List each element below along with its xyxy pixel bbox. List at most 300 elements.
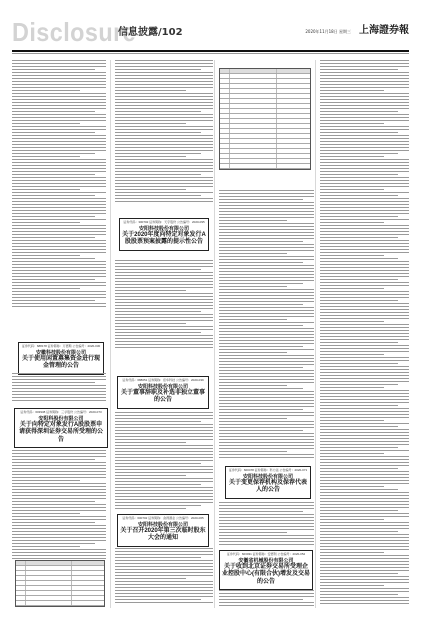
text-line: [320, 129, 409, 130]
text-line: [12, 228, 106, 229]
text-line: [12, 108, 106, 109]
text-line: [219, 274, 314, 275]
text-line: [219, 544, 314, 545]
text-line: [320, 306, 409, 307]
text-line: [320, 555, 409, 556]
text-line: [12, 270, 106, 271]
text-line: [320, 405, 398, 406]
text-line: [12, 174, 95, 175]
text-line: [12, 213, 106, 214]
text-line: [12, 60, 106, 61]
text-line: [115, 469, 213, 470]
text-line: [219, 337, 314, 338]
text-line: [320, 513, 409, 514]
text-line: [12, 483, 106, 484]
text-line: [219, 223, 314, 224]
text-line: [12, 114, 106, 115]
text-line: [219, 520, 314, 521]
text-line: [12, 63, 106, 64]
text-line: [12, 549, 106, 550]
text-line: [115, 415, 213, 416]
text-line: [115, 593, 213, 594]
text-line: [320, 456, 409, 457]
body-text: [320, 60, 409, 606]
text-line: [115, 412, 213, 413]
text-line: [320, 432, 409, 433]
text-line: [320, 90, 384, 91]
text-line: [115, 430, 213, 431]
text-line: [320, 117, 409, 118]
text-line: [12, 72, 106, 73]
text-line: [115, 138, 213, 139]
text-line: [219, 232, 314, 233]
text-line: [12, 462, 106, 463]
text-line: [320, 72, 409, 73]
text-line: [115, 581, 213, 582]
text-line: [12, 138, 106, 139]
text-line: [12, 385, 106, 386]
text-line: [115, 421, 201, 422]
text-line: [12, 456, 106, 457]
text-line: [320, 168, 409, 169]
text-line: [320, 528, 409, 529]
text-line: [320, 441, 409, 442]
text-line: [12, 234, 106, 235]
text-line: [320, 372, 409, 373]
text-line: [219, 328, 314, 329]
text-line: [320, 84, 409, 85]
text-line: [320, 540, 409, 541]
text-line: [12, 126, 106, 127]
text-line: [115, 111, 201, 112]
text-line: [219, 590, 314, 591]
text-line: [320, 522, 409, 523]
text-line: [115, 75, 213, 76]
text-line: [320, 507, 409, 508]
text-line: [219, 364, 314, 365]
text-line: [12, 216, 95, 217]
text-line: [115, 162, 213, 163]
text-line: [115, 578, 186, 579]
text-line: [219, 268, 314, 269]
text-line: [12, 498, 106, 499]
text-line: [12, 120, 106, 121]
text-line: [115, 569, 213, 570]
text-line: [219, 394, 314, 395]
text-line: [320, 213, 409, 214]
column-4: [315, 60, 409, 608]
text-line: [12, 117, 106, 118]
text-line: [12, 525, 106, 526]
text-line: [115, 171, 213, 172]
text-line: [320, 348, 409, 349]
text-line: [12, 279, 95, 280]
text-line: [115, 260, 213, 261]
text-line: [320, 99, 409, 100]
text-line: [115, 427, 213, 428]
text-line: [115, 192, 213, 193]
text-line: [12, 189, 80, 190]
text-line: [115, 299, 213, 300]
text-line: [320, 537, 409, 538]
text-line: [320, 282, 409, 283]
text-line: [115, 590, 213, 591]
text-line: [12, 93, 106, 94]
text-line: [320, 276, 409, 277]
text-line: [219, 602, 314, 603]
text-line: [12, 489, 106, 490]
text-line: [115, 557, 201, 558]
text-line: [115, 66, 213, 67]
text-line: [115, 347, 213, 348]
masthead: 上海證券報: [359, 25, 409, 36]
text-line: [219, 244, 314, 245]
text-line: [320, 252, 409, 253]
text-line: [12, 225, 106, 226]
text-line: [320, 108, 409, 109]
text-line: [219, 196, 314, 197]
text-line: [115, 445, 213, 446]
column-1: [12, 60, 109, 608]
text-line: [320, 498, 409, 499]
text-line: [12, 555, 106, 556]
text-line: [219, 439, 314, 440]
text-line: [12, 540, 106, 541]
text-line: [12, 373, 106, 374]
text-line: [115, 326, 213, 327]
notice-heading: 证券代码：603938 证券简称：三孚股份 公告编号：2020-073 安阳科股份有限公司 关于向特定对象发行A股股票申请获得深圳证券交易所受理的公告: [14, 408, 108, 448]
text-line: [219, 355, 314, 356]
text-line: [115, 147, 213, 148]
text-line: [115, 496, 213, 497]
text-line: [320, 591, 409, 592]
text-line: [219, 346, 303, 347]
text-line: [320, 423, 409, 424]
text-line: [115, 308, 213, 309]
text-line: [115, 317, 213, 318]
text-line: [219, 256, 314, 257]
text-line: [12, 69, 95, 70]
text-line: [320, 171, 409, 172]
text-line: [115, 126, 213, 127]
text-line: [115, 341, 213, 342]
text-line: [12, 477, 106, 478]
text-line: [320, 303, 409, 304]
text-line: [115, 323, 186, 324]
text-line: [219, 418, 287, 419]
text-line: [115, 442, 186, 443]
text-line: [320, 603, 409, 604]
text-line: [320, 357, 409, 358]
text-line: [219, 316, 314, 317]
text-line: [320, 294, 409, 295]
text-line: [115, 424, 213, 425]
text-line: [219, 205, 314, 206]
text-line: [320, 495, 409, 496]
text-line: [12, 492, 106, 493]
text-line: [320, 165, 409, 166]
text-line: [320, 363, 398, 364]
text-line: [320, 66, 409, 67]
text-line: [12, 192, 106, 193]
text-line: [12, 219, 106, 220]
text-line: [12, 180, 106, 181]
notice-heading: 证券代码：688178 证券简称：万德斯 公告编号：2020-030 安徽科技股份有限公司 关于使用闲置募集资金进行现金管理的公告: [18, 342, 104, 375]
text-line: [12, 153, 95, 154]
text-line: [115, 599, 201, 600]
text-line: [219, 532, 287, 533]
text-line: [219, 415, 314, 416]
text-line: [320, 243, 409, 244]
text-line: [320, 267, 409, 268]
text-line: [219, 319, 287, 320]
text-line: [320, 336, 409, 337]
text-line: [219, 247, 314, 248]
text-line: [115, 108, 213, 109]
text-line: [115, 566, 213, 567]
notice-heading: 证券代码：600478 证券简称：科力远 公告编号：2020-071 安阳科技股份有限公司 关于变更保荐机构及保荐代表人的公告: [225, 466, 311, 499]
text-line: [320, 576, 409, 577]
header-rule-thin: [12, 53, 409, 54]
body-text: [12, 60, 109, 310]
text-line: [219, 304, 303, 305]
text-line: [320, 210, 409, 211]
text-line: [219, 514, 314, 515]
text-line: [320, 120, 409, 121]
text-line: [320, 159, 409, 160]
text-line: [219, 340, 314, 341]
text-line: [12, 388, 106, 389]
text-line: [320, 288, 384, 289]
text-line: [219, 193, 314, 194]
text-line: [12, 382, 95, 383]
text-line: [320, 69, 398, 70]
text-line: [115, 499, 213, 500]
text-line: [320, 255, 384, 256]
text-line: [320, 387, 384, 388]
text-line: [115, 90, 186, 91]
text-line: [320, 144, 409, 145]
text-line: [320, 516, 409, 517]
text-line: [115, 96, 213, 97]
text-line: [219, 238, 314, 239]
column-2: [110, 60, 213, 608]
text-line: [219, 523, 314, 524]
text-line: [320, 60, 409, 61]
text-line: [12, 123, 80, 124]
text-line: [12, 156, 80, 157]
text-line: [320, 450, 409, 451]
text-line: [115, 195, 201, 196]
text-line: [219, 445, 314, 446]
data-table: [219, 68, 311, 170]
text-line: [115, 505, 201, 506]
text-line: [115, 93, 213, 94]
text-line: [320, 402, 409, 403]
text-line: [320, 234, 409, 235]
text-line: [115, 457, 213, 458]
text-line: [219, 313, 314, 314]
text-line: [219, 325, 303, 326]
text-line: [115, 554, 213, 555]
text-line: [115, 305, 213, 306]
text-line: [320, 297, 409, 298]
text-line: [12, 453, 106, 454]
text-line: [320, 87, 409, 88]
text-line: [219, 412, 314, 413]
text-line: [115, 481, 213, 482]
text-line: [115, 174, 201, 175]
text-line: [320, 483, 409, 484]
text-line: [320, 183, 409, 184]
text-line: [115, 278, 213, 279]
text-line: [320, 429, 409, 430]
text-line: [115, 290, 186, 291]
text-line: [320, 486, 384, 487]
text-line: [12, 513, 80, 514]
text-line: [320, 396, 409, 397]
text-line: [12, 468, 106, 469]
text-line: [219, 349, 314, 350]
text-line: [219, 397, 314, 398]
text-line: [219, 406, 314, 407]
text-line: [219, 442, 314, 443]
text-line: [12, 204, 106, 205]
notice-heading: 证券代码：600702 证券简称：舍得酒业 公告编号：2020-065 安阳科技股份有限公司 关于召开2020年第三次临时股东大会的通知: [117, 514, 209, 547]
body-text: [219, 590, 314, 606]
text-line: [115, 478, 213, 479]
text-line: [115, 302, 213, 303]
text-line: [219, 241, 303, 242]
text-line: [219, 331, 314, 332]
text-line: [12, 87, 106, 88]
text-line: [320, 489, 398, 490]
text-line: [219, 433, 314, 434]
text-line: [320, 561, 409, 562]
text-line: [320, 186, 409, 187]
text-line: [12, 135, 106, 136]
text-line: [320, 237, 398, 238]
text-line: [12, 510, 106, 511]
text-line: [320, 225, 409, 226]
text-line: [219, 424, 314, 425]
text-line: [219, 307, 314, 308]
text-line: [219, 277, 314, 278]
text-line: [320, 300, 398, 301]
text-line: [219, 214, 314, 215]
text-line: [320, 246, 409, 247]
text-line: [320, 465, 409, 466]
text-line: [115, 466, 213, 467]
text-line: [219, 334, 314, 335]
text-line: [219, 599, 303, 600]
text-line: [320, 558, 409, 559]
text-line: [320, 510, 398, 511]
text-line: [320, 474, 409, 475]
text-line: [115, 418, 213, 419]
text-line: [320, 327, 409, 328]
text-line: [115, 132, 201, 133]
text-line: [115, 551, 213, 552]
body-text: [115, 412, 213, 512]
text-line: [320, 378, 409, 379]
text-line: [320, 384, 398, 385]
text-line: [12, 243, 106, 244]
text-line: [320, 597, 409, 598]
text-line: [115, 487, 213, 488]
text-line: [12, 504, 106, 505]
text-line: [320, 462, 409, 463]
text-line: [219, 596, 314, 597]
text-line: [12, 147, 106, 148]
text-line: [320, 201, 409, 202]
text-line: [12, 303, 106, 304]
text-line: [12, 300, 95, 301]
text-line: [12, 231, 106, 232]
text-line: [115, 153, 201, 154]
text-line: [219, 208, 314, 209]
header-rule: [12, 50, 409, 52]
text-line: [12, 516, 106, 517]
text-line: [219, 382, 314, 383]
text-line: [320, 315, 409, 316]
text-line: [320, 426, 398, 427]
text-line: [12, 276, 106, 277]
text-line: [115, 144, 213, 145]
text-line: [320, 333, 409, 334]
text-line: [320, 420, 384, 421]
text-line: [12, 81, 106, 82]
text-line: [115, 165, 213, 166]
text-line: [320, 132, 398, 133]
body-text: [12, 450, 109, 560]
text-line: [320, 180, 409, 181]
text-line: [115, 120, 213, 121]
text-line: [320, 150, 409, 151]
text-line: [115, 463, 201, 464]
text-line: [219, 593, 314, 594]
text-line: [115, 508, 186, 509]
text-line: [12, 66, 106, 67]
text-line: [115, 293, 213, 294]
text-line: [12, 246, 106, 247]
text-line: [12, 486, 106, 487]
text-line: [115, 201, 213, 202]
text-line: [320, 153, 398, 154]
text-line: [320, 240, 409, 241]
text-line: [115, 296, 213, 297]
text-line: [12, 177, 106, 178]
text-line: [320, 564, 409, 565]
text-line: [12, 394, 106, 395]
text-line: [115, 436, 213, 437]
text-line: [12, 132, 95, 133]
text-line: [320, 147, 409, 148]
text-line: [320, 435, 409, 436]
text-line: [115, 332, 201, 333]
text-line: [12, 252, 106, 253]
text-line: [320, 369, 409, 370]
text-line: [12, 258, 95, 259]
text-line: [115, 272, 213, 273]
text-line: [320, 162, 409, 163]
text-line: [12, 507, 106, 508]
text-line: [115, 448, 213, 449]
text-line: [115, 548, 213, 549]
text-line: [12, 201, 106, 202]
text-line: [12, 261, 106, 262]
text-line: [219, 310, 314, 311]
